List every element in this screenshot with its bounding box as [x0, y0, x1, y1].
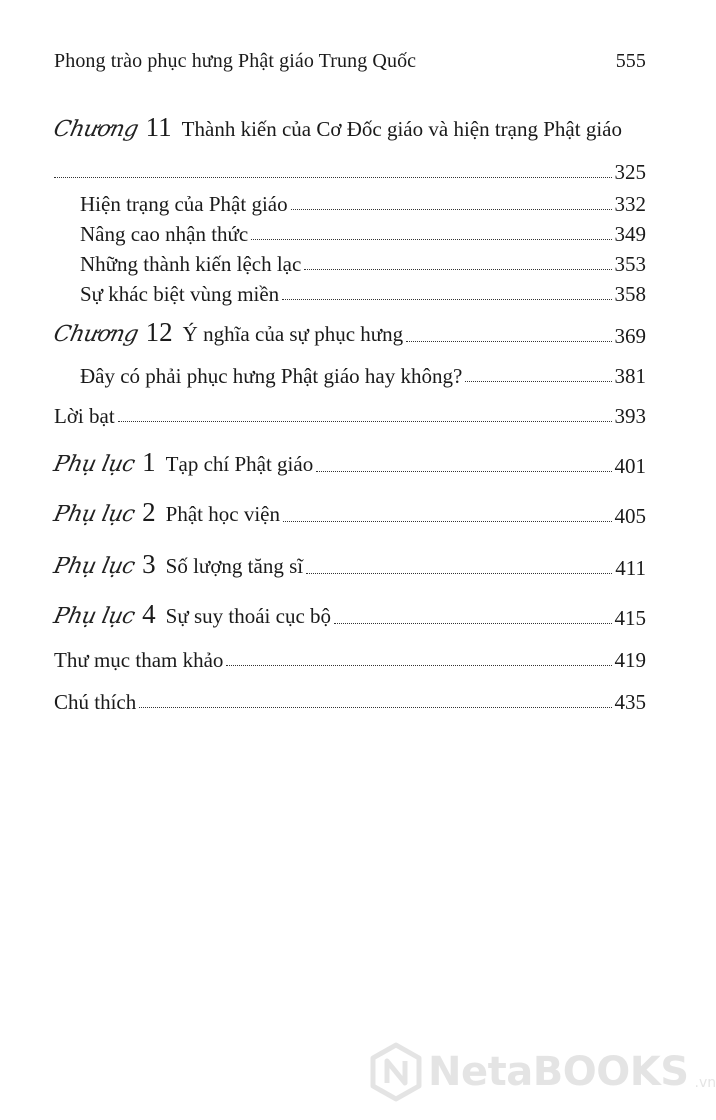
toc-appendix-1[interactable]	[51, 428, 646, 478]
watermark-brand: NetaBOOKS	[428, 1049, 689, 1095]
entry-page: 435	[614, 689, 646, 714]
section-title: Đây có phải phục hưng Phật giáo hay không?	[80, 363, 463, 388]
watermark-suffix: .vn	[694, 1075, 716, 1091]
dot-leader	[291, 209, 612, 210]
appendix-page: 415	[614, 605, 646, 630]
toc-section[interactable]	[54, 246, 646, 276]
dot-leader	[334, 623, 611, 624]
appendix-number: 3	[142, 548, 156, 579]
appendix-page: 405	[614, 503, 646, 528]
neta-hexagon-logo-icon	[370, 1043, 422, 1101]
dot-leader	[282, 299, 611, 300]
section-title: Hiện trạng của Phật giáo	[80, 191, 288, 216]
dot-leader	[316, 471, 611, 472]
appendix-number: 1	[142, 446, 156, 477]
dot-leader	[226, 665, 611, 666]
appendix-word: Phụ lục	[51, 553, 137, 579]
toc-appendix-4[interactable]	[51, 580, 646, 630]
chapter-page: 369	[614, 323, 646, 348]
section-page: 381	[614, 363, 646, 388]
page-number: 555	[615, 50, 646, 72]
appendix-word: Phụ lục	[51, 501, 137, 527]
running-title: Phong trào phục hưng Phật giáo Trung Quốc	[54, 50, 417, 72]
appendix-number: 4	[142, 598, 156, 629]
appendix-page: 401	[614, 453, 646, 478]
section-page: 353	[614, 251, 646, 276]
entry-title: Thư mục tham khảo	[54, 647, 224, 672]
chapter-word: Chương	[51, 117, 141, 142]
toc-notes[interactable]	[54, 672, 646, 714]
dot-leader	[54, 177, 612, 178]
dot-leader	[139, 707, 611, 708]
chapter-word: Chương	[51, 321, 141, 347]
dot-leader	[304, 269, 611, 270]
chapter-page: 325	[614, 159, 646, 184]
appendix-word: Phụ lục	[51, 451, 137, 477]
section-title: Sự khác biệt vùng miền	[80, 281, 280, 306]
running-head	[54, 50, 646, 73]
section-title: Những thành kiến lệch lạc	[80, 251, 302, 276]
entry-page: 419	[614, 647, 646, 672]
section-page: 349	[614, 221, 646, 246]
chapter-number: 12	[145, 316, 173, 347]
section-title: Nâng cao nhận thức	[80, 221, 249, 246]
toc-section[interactable]	[54, 216, 646, 246]
dot-leader	[406, 341, 611, 342]
section-page: 332	[614, 191, 646, 216]
dot-leader	[306, 573, 612, 574]
entry-title: Lời bạt	[54, 403, 115, 428]
toc-section[interactable]	[54, 186, 646, 216]
appendix-title: Số lượng tăng sĩ	[165, 553, 304, 578]
toc-section[interactable]	[54, 348, 646, 388]
toc-section[interactable]	[54, 276, 646, 306]
entry-title: Chú thích	[54, 689, 137, 714]
appendix-title: Phật học viện	[165, 501, 280, 526]
toc-appendix-3[interactable]	[51, 528, 646, 580]
table-of-contents	[51, 112, 646, 714]
appendix-title: Sự suy thoái cục bộ	[165, 603, 332, 628]
dot-leader	[251, 239, 611, 240]
dot-leader	[465, 381, 611, 382]
entry-page: 393	[614, 403, 646, 428]
chapter-title: Ý nghĩa của sự phục hưng	[182, 321, 404, 346]
chapter-number: 11	[145, 112, 172, 142]
toc-afterword[interactable]	[54, 388, 646, 428]
appendix-word: Phụ lục	[51, 603, 137, 629]
chapter-title: Thành kiến của Cơ Đốc giáo và hiện trạng Phật giáo	[181, 117, 622, 141]
dot-leader	[283, 521, 612, 522]
section-page: 358	[614, 281, 646, 306]
dot-leader	[118, 421, 612, 422]
appendix-number: 2	[142, 496, 156, 527]
appendix-page: 411	[615, 555, 646, 580]
toc-chapter-11[interactable]	[51, 112, 646, 184]
toc-appendix-2[interactable]	[51, 478, 646, 528]
toc-chapter-12[interactable]	[51, 306, 646, 348]
appendix-title: Tạp chí Phật giáo	[165, 451, 314, 476]
toc-bibliography[interactable]	[54, 630, 646, 672]
watermark	[370, 1043, 716, 1101]
